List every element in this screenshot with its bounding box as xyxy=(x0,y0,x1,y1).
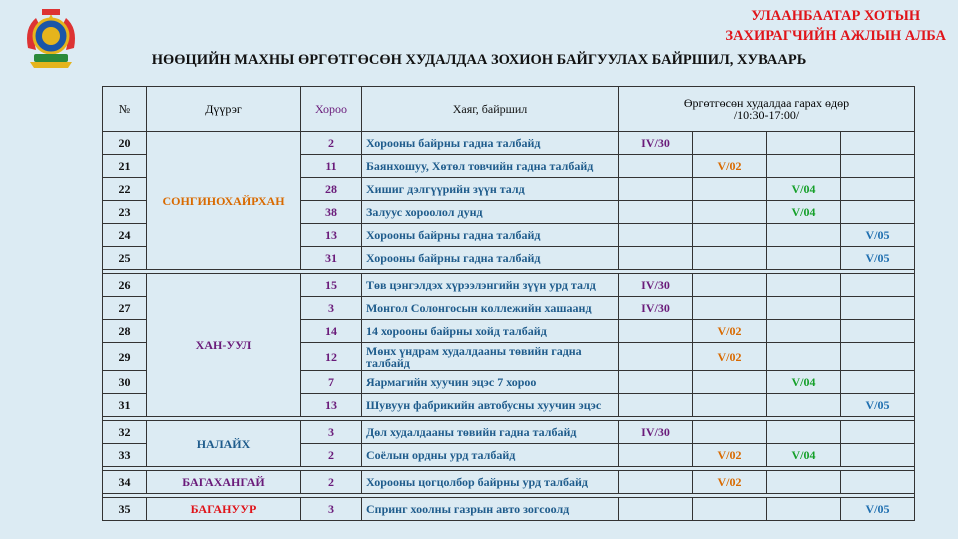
sale-date-cell xyxy=(767,224,841,247)
row-number: 33 xyxy=(103,444,147,467)
sale-date-cell: V/05 xyxy=(841,224,915,247)
sale-date-cell xyxy=(619,178,693,201)
sale-date-cell xyxy=(693,178,767,201)
header-no: № xyxy=(103,87,147,132)
sale-date-cell: V/02 xyxy=(693,320,767,343)
sale-date-cell xyxy=(767,498,841,521)
khoroo-number: 2 xyxy=(301,132,362,155)
sale-date-cell xyxy=(767,132,841,155)
sale-date-cell xyxy=(693,247,767,270)
header-days xyxy=(619,87,915,132)
sale-date-cell xyxy=(619,247,693,270)
sale-date-cell xyxy=(619,444,693,467)
khoroo-number: 14 xyxy=(301,320,362,343)
sale-date-cell: V/05 xyxy=(841,394,915,417)
sale-date-cell xyxy=(767,320,841,343)
address-cell: Хорооны байрны гадна талбайд xyxy=(362,224,619,247)
sale-date-cell xyxy=(841,471,915,494)
sale-date-cell xyxy=(619,320,693,343)
sale-date-cell xyxy=(841,421,915,444)
sale-date-cell xyxy=(693,132,767,155)
sale-date-cell xyxy=(841,155,915,178)
sale-date-cell xyxy=(841,274,915,297)
row-number: 20 xyxy=(103,132,147,155)
header-khoroo: Хороо xyxy=(301,87,362,132)
khoroo-number: 13 xyxy=(301,224,362,247)
sale-date-cell xyxy=(767,274,841,297)
sale-date-cell xyxy=(693,421,767,444)
sale-date-cell xyxy=(619,155,693,178)
sale-date-cell xyxy=(841,320,915,343)
sale-date-cell: V/02 xyxy=(693,471,767,494)
sale-date-cell xyxy=(841,297,915,320)
sale-date-cell xyxy=(619,343,693,371)
sale-date-cell xyxy=(841,201,915,224)
address-cell: Спринг хоолны газрын авто зогсоолд xyxy=(362,498,619,521)
khoroo-number: 3 xyxy=(301,498,362,521)
sale-date-cell xyxy=(693,201,767,224)
sale-date-cell xyxy=(767,247,841,270)
row-number: 27 xyxy=(103,297,147,320)
sale-date-cell xyxy=(841,371,915,394)
row-number: 28 xyxy=(103,320,147,343)
sale-date-cell: V/04 xyxy=(767,178,841,201)
sale-date-cell: IV/30 xyxy=(619,421,693,444)
sale-date-cell xyxy=(767,343,841,371)
row-number: 24 xyxy=(103,224,147,247)
address-cell: Хорооны цогцолбор байрны урд талбайд xyxy=(362,471,619,494)
row-number: 31 xyxy=(103,394,147,417)
sale-date-cell xyxy=(841,343,915,371)
sale-date-cell: V/02 xyxy=(693,343,767,371)
sale-date-cell: V/04 xyxy=(767,371,841,394)
sale-date-cell xyxy=(841,132,915,155)
district-name: БАГАНУУР xyxy=(147,498,301,521)
district-name: БАГАХАНГАЙ xyxy=(147,471,301,494)
khoroo-number: 31 xyxy=(301,247,362,270)
row-number: 29 xyxy=(103,343,147,371)
sale-date-cell xyxy=(619,371,693,394)
address-cell: Хорооны байрны гадна талбайд xyxy=(362,132,619,155)
address-cell: Дөл худалдааны төвийн гадна талбайд xyxy=(362,421,619,444)
sale-date-cell xyxy=(767,421,841,444)
khoroo-number: 2 xyxy=(301,444,362,467)
row-number: 23 xyxy=(103,201,147,224)
khoroo-number: 3 xyxy=(301,421,362,444)
sale-date-cell xyxy=(693,371,767,394)
district-name: НАЛАЙХ xyxy=(147,421,301,467)
address-cell: Төв цэнгэлдэх хүрээлэнгийн зүүн урд талд xyxy=(362,274,619,297)
district-name: ХАН-УУЛ xyxy=(147,274,301,417)
sale-date-cell: IV/30 xyxy=(619,132,693,155)
khoroo-number: 11 xyxy=(301,155,362,178)
table-row xyxy=(103,132,915,155)
address-cell: Мөнх үндрам худалдааны төвийн гадна талбайд xyxy=(362,343,619,371)
table-row xyxy=(103,274,915,297)
row-number: 34 xyxy=(103,471,147,494)
khoroo-number: 38 xyxy=(301,201,362,224)
header-address: Хаяг, байршил xyxy=(362,87,619,132)
schedule-table xyxy=(102,86,915,521)
address-cell: Баянхошуу, Хөтөл товчийн гадна талбайд xyxy=(362,155,619,178)
sale-date-cell: V/04 xyxy=(767,201,841,224)
org-line-1: УЛААНБААТАР ХОТЫН xyxy=(751,8,921,24)
sale-date-cell xyxy=(619,394,693,417)
row-number: 26 xyxy=(103,274,147,297)
khoroo-number: 28 xyxy=(301,178,362,201)
sale-date-cell: IV/30 xyxy=(619,297,693,320)
sale-date-cell xyxy=(619,224,693,247)
khoroo-number: 13 xyxy=(301,394,362,417)
table-row xyxy=(103,498,915,521)
page-title: НӨӨЦИЙН МАХНЫ ӨРГӨТГӨСӨН ХУДАЛДАА ЗОХИОН БАЙГУУЛАХ БАЙРШИЛ, ХУВААРЬ xyxy=(151,52,807,68)
sale-date-cell xyxy=(767,297,841,320)
khoroo-number: 15 xyxy=(301,274,362,297)
header-district: Дүүрэг xyxy=(147,87,301,132)
sale-date-cell: V/05 xyxy=(841,247,915,270)
khoroo-number: 2 xyxy=(301,471,362,494)
row-number: 22 xyxy=(103,178,147,201)
sale-date-cell xyxy=(693,297,767,320)
address-cell: Хишиг дэлгүүрийн зүүн талд xyxy=(362,178,619,201)
organization-name xyxy=(725,6,946,46)
khoroo-number: 12 xyxy=(301,343,362,371)
khoroo-number: 7 xyxy=(301,371,362,394)
header-days-hours: /10:30-17:00/ xyxy=(733,108,800,122)
address-cell: Соёлын ордны урд талбайд xyxy=(362,444,619,467)
row-number: 21 xyxy=(103,155,147,178)
sale-date-cell xyxy=(767,155,841,178)
row-number: 30 xyxy=(103,371,147,394)
sale-date-cell xyxy=(693,224,767,247)
sale-date-cell xyxy=(841,444,915,467)
table-row xyxy=(103,471,915,494)
address-cell: Хорооны байрны гадна талбайд xyxy=(362,247,619,270)
sale-date-cell: V/04 xyxy=(767,444,841,467)
address-cell: Яармагийн хуучин эцэс 7 хороо xyxy=(362,371,619,394)
sale-date-cell xyxy=(619,201,693,224)
sale-date-cell: V/02 xyxy=(693,155,767,178)
table-row xyxy=(103,421,915,444)
sale-date-cell: IV/30 xyxy=(619,274,693,297)
address-cell: 14 хорооны байрны хойд талбайд xyxy=(362,320,619,343)
sale-date-cell xyxy=(693,274,767,297)
sale-date-cell xyxy=(693,498,767,521)
khoroo-number: 3 xyxy=(301,297,362,320)
row-number: 35 xyxy=(103,498,147,521)
sale-date-cell xyxy=(767,471,841,494)
row-number: 25 xyxy=(103,247,147,270)
sale-date-cell xyxy=(693,394,767,417)
address-cell: Шувуун фабрикийн автобусны хуучин эцэс xyxy=(362,394,619,417)
sale-date-cell xyxy=(767,394,841,417)
header-days-title: Өргөтгөсөн худалдаа гарах өдөр xyxy=(683,96,850,110)
row-number: 32 xyxy=(103,421,147,444)
org-line-2: ЗАХИРАГЧИЙН АЖЛЫН АЛБА xyxy=(725,28,946,44)
sale-date-cell xyxy=(619,498,693,521)
district-name: СОНГИНОХАЙРХАН xyxy=(147,132,301,270)
sale-date-cell xyxy=(841,178,915,201)
table-header-row xyxy=(103,87,915,132)
address-cell: Монгол Солонгосын коллежийн хашаанд xyxy=(362,297,619,320)
sale-date-cell xyxy=(619,471,693,494)
sale-date-cell: V/02 xyxy=(693,444,767,467)
sale-date-cell: V/05 xyxy=(841,498,915,521)
address-cell: Залуус хороолол дунд xyxy=(362,201,619,224)
